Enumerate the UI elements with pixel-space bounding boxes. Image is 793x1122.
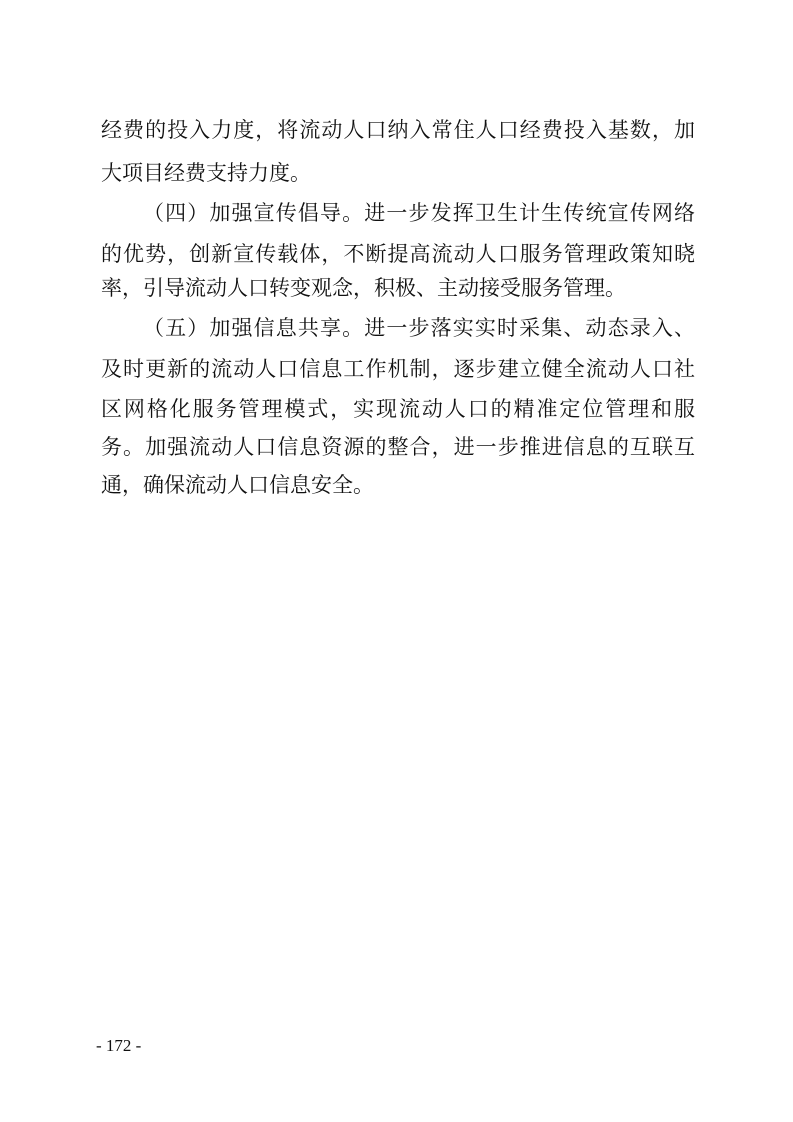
section-heading-line: （四）加强宣传倡导。进一步发挥卫生计生传统宣传网络 [143, 201, 695, 225]
paragraph-line: 区网格化服务管理模式，实现流动人口的精准定位管理和服 [101, 397, 695, 421]
paragraph-line: 经费的投入力度，将流动人口纳入常住人口经费投入基数，加 [101, 118, 695, 142]
paragraph-line: 务。加强流动人口信息资源的整合，进一步推进信息的互联互 [101, 435, 695, 459]
section-heading-line: （五）加强信息共享。进一步落实实时采集、动态录入、 [143, 316, 695, 340]
paragraph-line: 通，确保流动人口信息安全。 [101, 473, 374, 497]
paragraph-line: 率，引导流动人口转变观念，积极、主动接受服务管理。 [101, 276, 626, 300]
paragraph-line: 大项目经费支持力度。 [101, 161, 311, 185]
paragraph-line: 及时更新的流动人口信息工作机制，逐步建立健全流动人口社 [101, 357, 695, 381]
page-number: - 172 - [96, 1036, 142, 1055]
paragraph-line: 的优势，创新宣传载体，不断提高流动人口服务管理政策知晓 [101, 242, 695, 266]
